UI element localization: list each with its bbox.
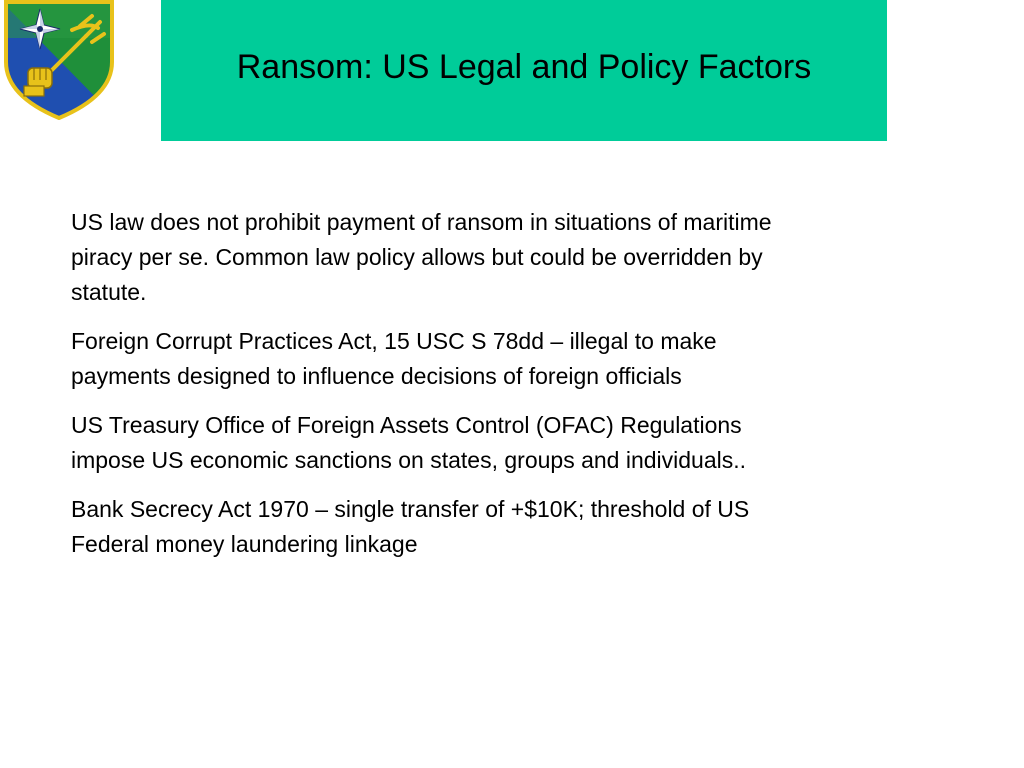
slide-title: Ransom: US Legal and Policy Factors xyxy=(236,48,812,86)
body-paragraph: US law does not prohibit payment of ransom in situations of maritime piracy per se. Common law policy allows but could be overridden by statute. xyxy=(71,209,772,305)
title-bar xyxy=(161,0,887,141)
body-paragraph: Bank Secrecy Act 1970 – single transfer of +$10K; threshold of US Federal money laundering linkage xyxy=(71,496,750,557)
body-paragraph: Foreign Corrupt Practices Act, 15 USC S 78dd – illegal to make payments designed to influence decisions of foreign officials xyxy=(71,328,717,389)
shield-emblem-icon xyxy=(0,0,118,120)
slide-body xyxy=(71,205,811,576)
body-paragraph: US Treasury Office of Foreign Assets Control (OFAC) Regulations impose US economic sanctions on states, groups and individuals.. xyxy=(71,412,747,473)
